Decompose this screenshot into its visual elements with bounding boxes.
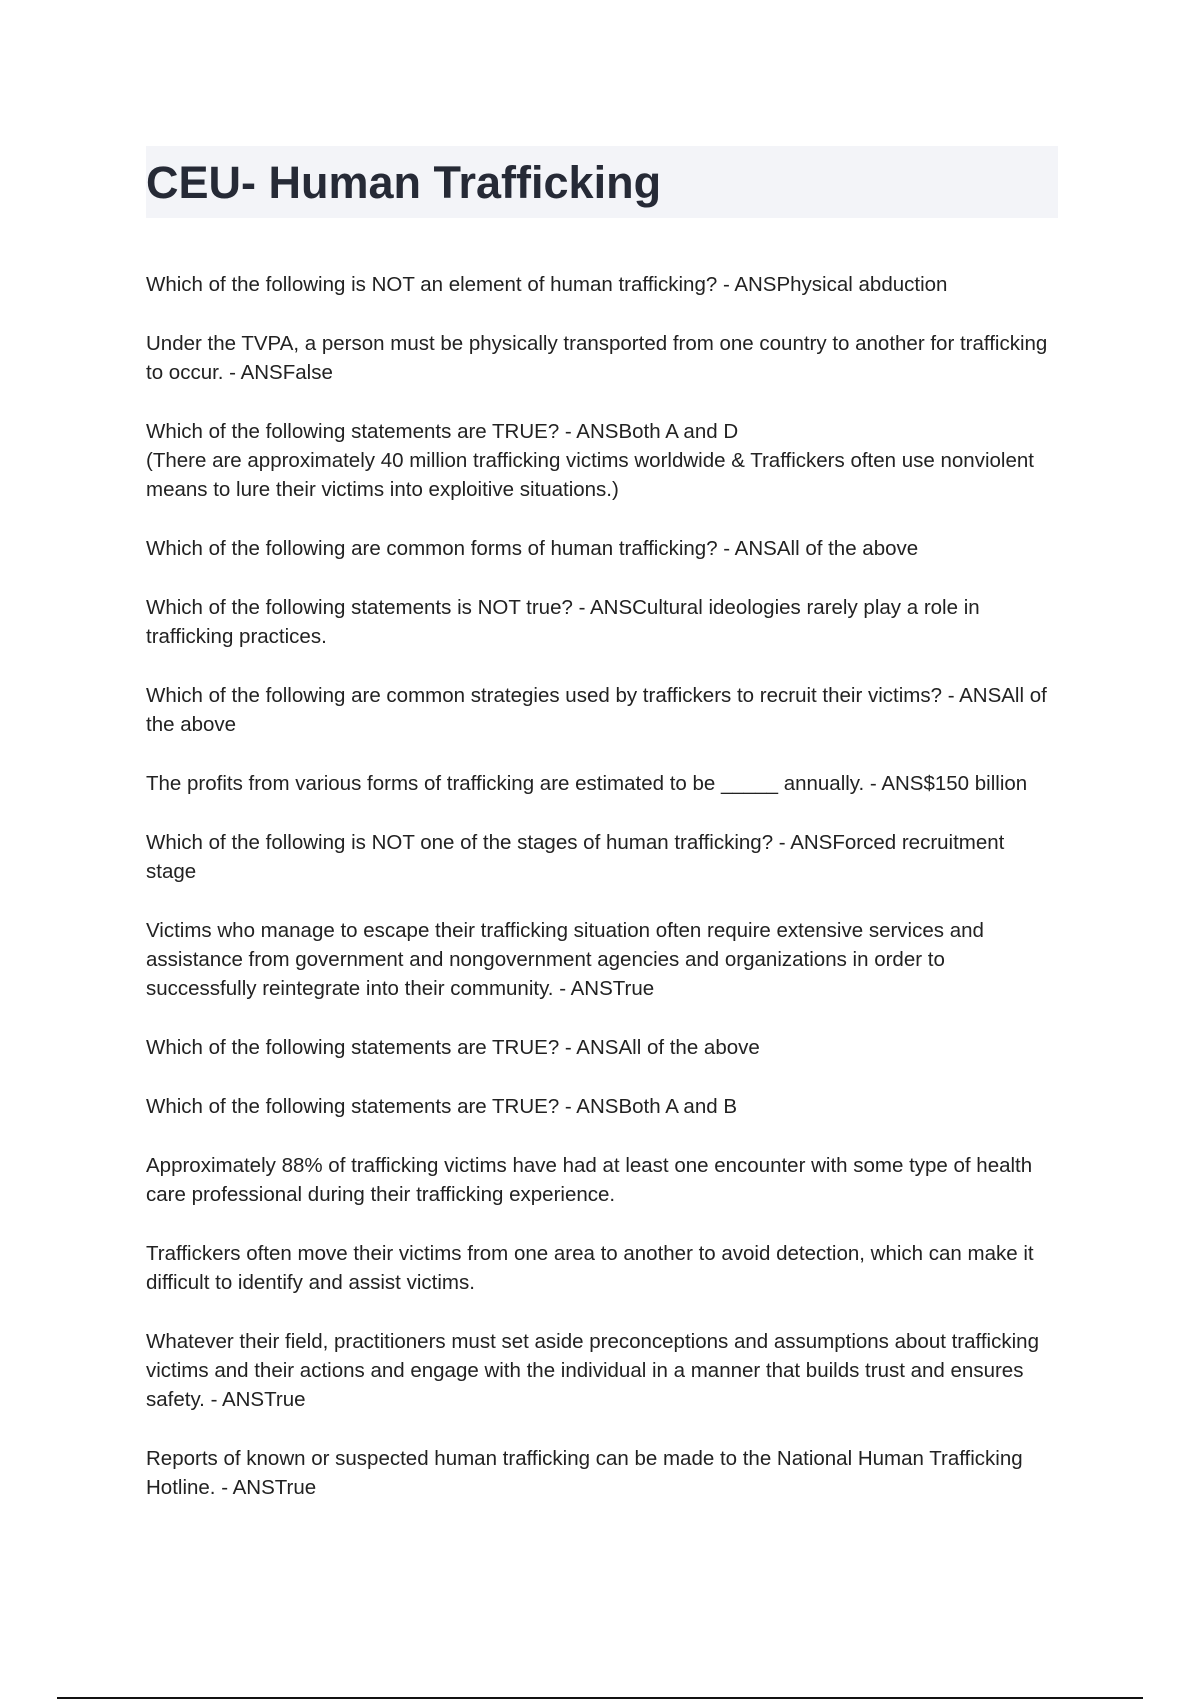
qa-item-1 xyxy=(146,270,1058,299)
qa-item-15 xyxy=(146,1444,1058,1502)
qa-item-11 xyxy=(146,1092,1058,1121)
qa-text: Whatever their field, practitioners must set aside preconceptions and assumptions about trafficking victims and their actions and engage with the individual in a manner that builds trust and ensures safety. - ANSTrue xyxy=(146,1330,1039,1411)
title-banner xyxy=(146,146,1058,218)
qa-text: Under the TVPA, a person must be physically transported from one country to another for trafficking to occur. - ANSFalse xyxy=(146,332,1048,384)
qa-text: Which of the following are common forms of human trafficking? - ANSAll of the above xyxy=(146,537,919,560)
footer-divider xyxy=(57,1697,1143,1699)
qa-text: Which of the following statements are TRUE? - ANSBoth A and B xyxy=(146,1095,738,1118)
qa-item-7 xyxy=(146,769,1058,798)
qa-text: Which of the following statements are TRUE? - ANSBoth A and D xyxy=(146,420,739,443)
qa-item-13 xyxy=(146,1239,1058,1297)
qa-text: Reports of known or suspected human trafficking can be made to the National Human Trafficking Hotline. - ANSTrue xyxy=(146,1447,1023,1499)
qa-text: Which of the following are common strategies used by traffickers to recruit their victims? - ANSAll of the above xyxy=(146,684,1047,736)
qa-text: Which of the following is NOT one of the stages of human trafficking? - ANSForced recruitment stage xyxy=(146,831,1005,883)
qa-item-6 xyxy=(146,681,1058,739)
qa-item-3 xyxy=(146,417,1058,504)
qa-item-9 xyxy=(146,916,1058,1003)
qa-list xyxy=(146,270,1058,1502)
qa-text: The profits from various forms of trafficking are estimated to be _____ annually. - ANS$150 billion xyxy=(146,772,1028,795)
qa-text: Which of the following statements are TRUE? - ANSAll of the above xyxy=(146,1036,760,1059)
qa-text: Approximately 88% of trafficking victims have had at least one encounter with some type of health care professional during their trafficking experience. xyxy=(146,1154,1033,1206)
qa-item-10 xyxy=(146,1033,1058,1062)
document-page xyxy=(146,146,1058,1532)
qa-item-4 xyxy=(146,534,1058,563)
qa-item-8 xyxy=(146,828,1058,886)
page-title: CEU- Human Trafficking xyxy=(146,156,662,208)
qa-item-12 xyxy=(146,1151,1058,1209)
qa-text: Victims who manage to escape their trafficking situation often require extensive services and assistance from government and nongovernment agencies and organizations in order to successfully reintegrate into their community. - ANSTrue xyxy=(146,919,984,1000)
qa-text: Which of the following is NOT an element of human trafficking? - ANSPhysical abduction xyxy=(146,273,948,296)
qa-item-5 xyxy=(146,593,1058,651)
qa-text: Traffickers often move their victims from one area to another to avoid detection, which can make it difficult to identify and assist victims. xyxy=(146,1242,1034,1294)
qa-item-14 xyxy=(146,1327,1058,1414)
qa-text: Which of the following statements is NOT true? - ANSCultural ideologies rarely play a role in trafficking practices. xyxy=(146,596,980,648)
qa-item-2 xyxy=(146,329,1058,387)
qa-subtext: (There are approximately 40 million trafficking victims worldwide & Traffickers often use nonviolent means to lure their victims into exploitive situations.) xyxy=(146,449,1034,501)
